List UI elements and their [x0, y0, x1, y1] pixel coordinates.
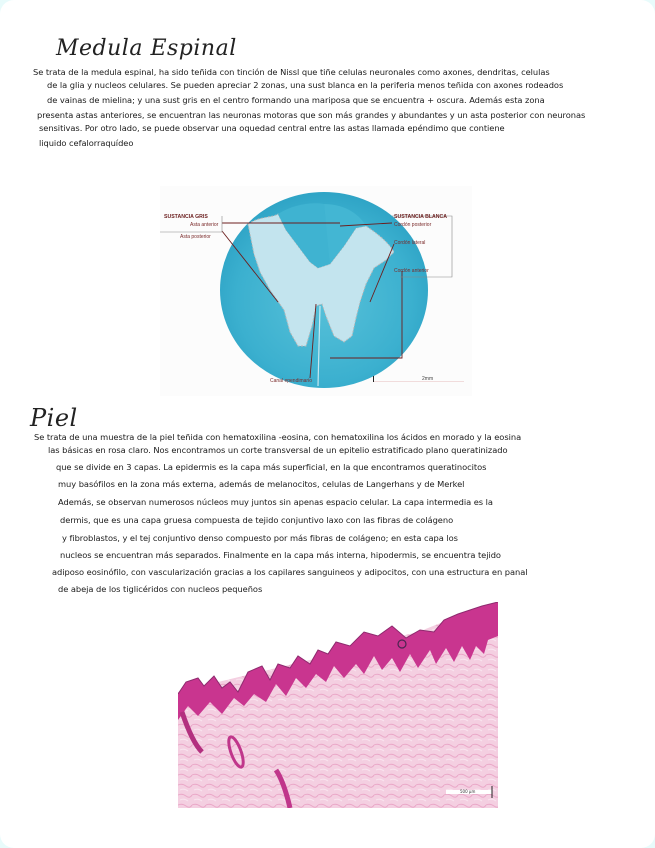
label-sustancia-blanca: SUSTANCIA BLANCA	[394, 214, 448, 220]
spinal-cord-figure	[160, 186, 472, 396]
text-line: liquido cefalorraquídeo	[39, 138, 134, 148]
label-cordon-lateral: Cordón lateral	[394, 240, 426, 246]
text-line: de abeja de los tiglicéridos con nucleos pequeños	[58, 584, 263, 594]
label-canal-ependimario: Canal ependimario	[270, 378, 312, 384]
text-line: Además, se observan numerosos núcleos muy juntos sin apenas espacio celular. La capa intermedia es la	[58, 497, 493, 507]
text-line: presenta astas anteriores, se encuentran las neuronas motoras que son más grandes y abundantes y un asta posterior con neuronas	[37, 110, 586, 120]
text-line: muy basófilos en la zona más externa, además de melanocitos, celulas de Langerhans y de Merkel	[58, 479, 465, 489]
text-line: de vainas de mielina; y una sust gris en el centro formando una mariposa que se encuentra + oscura. Además esta zona	[47, 95, 545, 105]
text-line: sensitivas. Por otro lado, se puede observar una oquedad central entre las astas llamada epéndimo que contiene	[39, 123, 505, 133]
paragraph-piel	[34, 430, 528, 597]
scale-bar-tick	[373, 376, 374, 382]
text-line: que se divide en 3 capas. La epidermis es la capa más superficial, en la que encontramos queratinocitos	[56, 462, 487, 472]
paragraph-medula	[33, 65, 585, 151]
scale-bar	[374, 381, 464, 382]
text-line: las básicas en rosa claro. Nos encontramos un corte transversal de un epitelio estratificado plano queratinizado	[48, 445, 508, 455]
text-line: nucleos se encuentran más separados. Finalmente en la capa más interna, hipodermis, se encuentra tejido	[60, 550, 501, 560]
label-asta-anterior: Asta anterior	[190, 222, 219, 228]
text-line: dermis, que es una capa gruesa compuesta de tejido conjuntivo laxo con las fibras de colágeno	[60, 515, 454, 525]
text-line: y fibroblastos, y el tej conjuntivo denso compuesto por más fibras de colágeno; en esta capa los	[62, 533, 458, 543]
skin-micrograph	[178, 602, 498, 808]
label-cordon-anterior: Cordón anterior	[394, 268, 429, 274]
section-title-piel: Piel	[30, 404, 78, 432]
text-line: Se trata de una muestra de la piel teñida con hematoxilina -eosina, con hematoxilina los ácidos en morado y la eosina	[34, 432, 522, 442]
section-title-medula: Medula Espinal	[56, 36, 237, 61]
label-sustancia-gris: SUSTANCIA GRIS	[164, 214, 208, 220]
text-line: adiposo eosinófilo, con vascularización gracias a los capilares sanguineos y adipocitos, con una estructura en panal	[52, 567, 528, 577]
label-asta-posterior: Asta posterior	[180, 234, 211, 240]
scale-label: 500 µm	[460, 789, 476, 794]
scale-label: 2mm	[422, 376, 434, 382]
label-cordon-posterior: Cordón posterior	[394, 222, 432, 228]
text-line: Se trata de la medula espinal, ha sido teñida con tinción de Nissl que tiñe celulas neuronales como axones, dendritas, celulas	[33, 67, 550, 77]
text-line: de la glia y nucleos celulares. Se pueden apreciar 2 zonas, una sust blanca en la periferia menos teñida con axones rodeados	[47, 80, 564, 90]
skin-figure	[178, 602, 498, 808]
